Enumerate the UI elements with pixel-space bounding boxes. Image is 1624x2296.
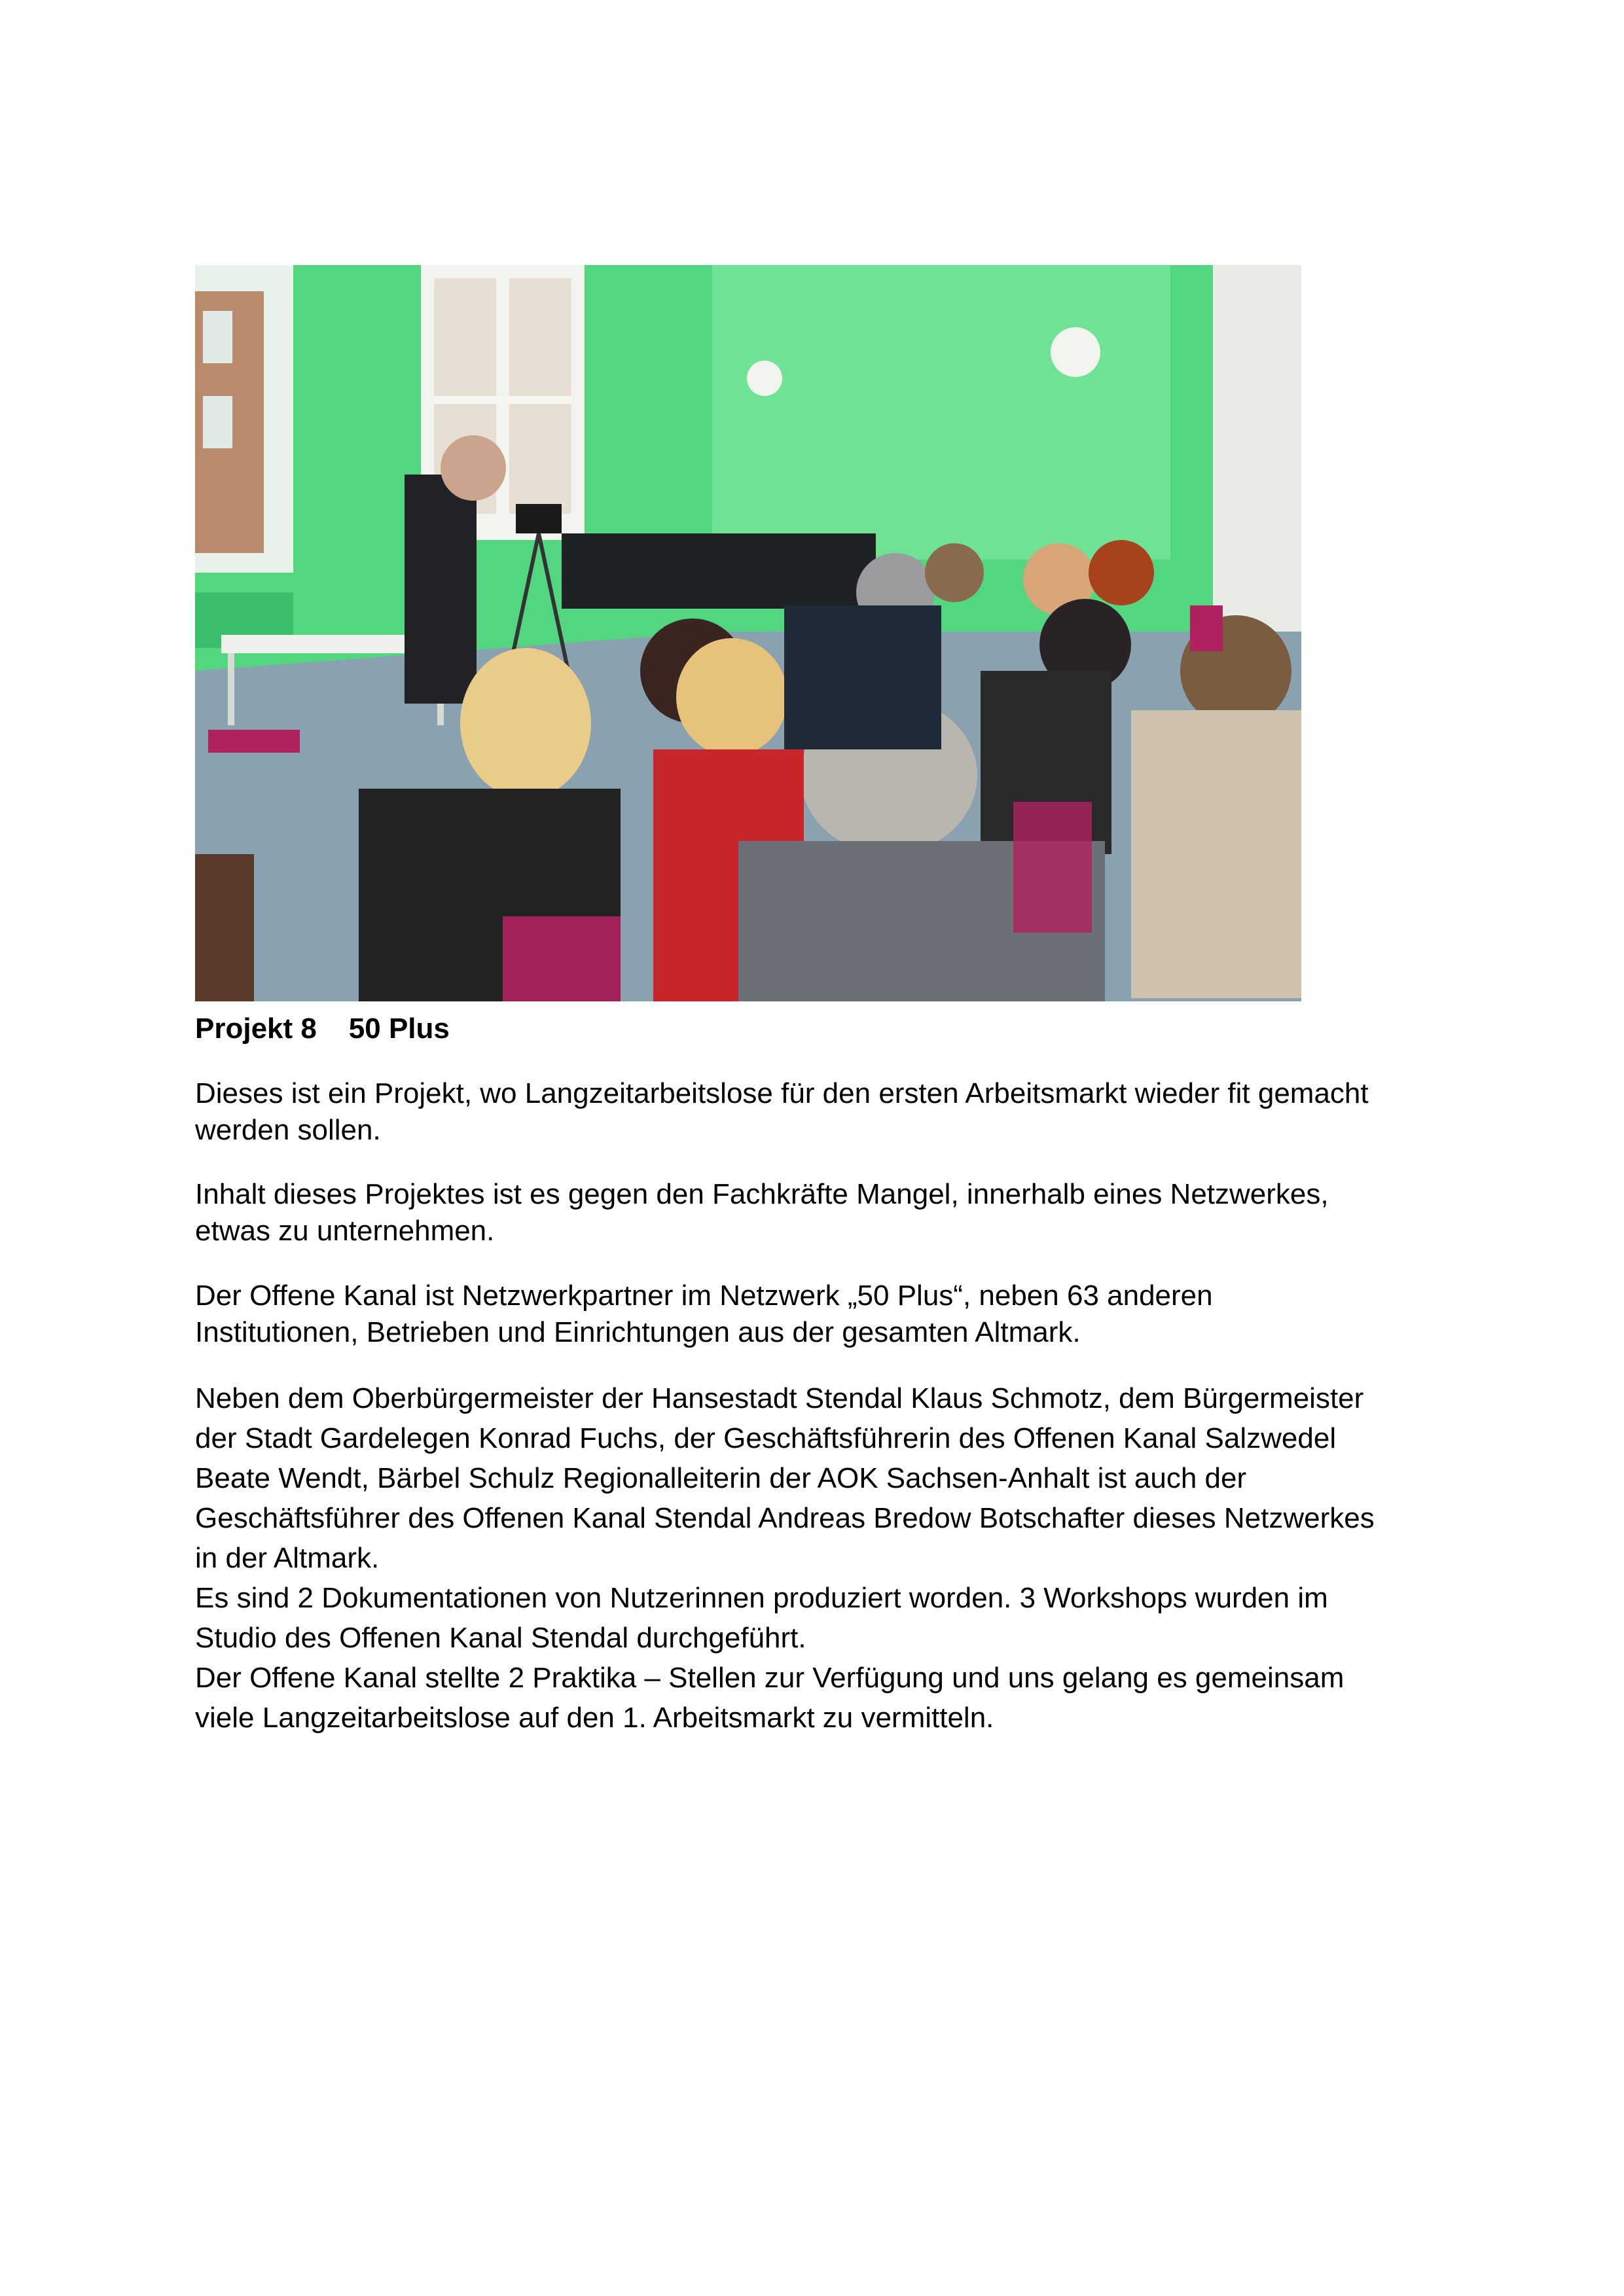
event-photo [195,265,1301,1001]
text-line: Der Offene Kanal stellte 2 Praktika – Stellen zur Verfügung und uns gelang es gemeinsam [195,1662,1344,1694]
paragraph-intro [195,1075,1504,1149]
project-name: 50 Plus [348,1013,450,1045]
paragraph-ambassadors [195,1378,1504,1738]
text-line: Institutionen, Betrieben und Einrichtungen aus der gesamten Altmark. [195,1316,1081,1348]
project-number: Projekt 8 [195,1013,317,1045]
text-line: etwas zu unternehmen. [195,1215,495,1247]
paragraph-network [195,1278,1504,1351]
paragraph-content [195,1176,1504,1249]
text-line: werden sollen. [195,1114,381,1146]
text-line: in der Altmark. [195,1542,380,1574]
text-line: Neben dem Oberbürgermeister der Hansestadt Stendal Klaus Schmotz, dem Bürgermeister [195,1382,1364,1414]
text-line: Geschäftsführer des Offenen Kanal Stendal Andreas Bredow Botschafter dieses Netzwerkes [195,1502,1375,1534]
text-line: Der Offene Kanal ist Netzwerkpartner im Netzwerk „50 Plus“, neben 63 anderen [195,1280,1213,1312]
text-line: Es sind 2 Dokumentationen von Nutzerinnen produziert worden. 3 Workshops wurden im [195,1582,1328,1614]
text-line: der Stadt Gardelegen Konrad Fuchs, der Geschäftsführerin des Offenen Kanal Salzwedel [195,1422,1337,1454]
project-heading [195,1009,450,1049]
text-line: viele Langzeitarbeitslose auf den 1. Arbeitsmarkt zu vermitteln. [195,1702,994,1734]
text-line: Dieses ist ein Projekt, wo Langzeitarbeitslose für den ersten Arbeitsmarkt wieder fit gemacht [195,1077,1369,1109]
text-line: Studio des Offenen Kanal Stendal durchgeführt. [195,1622,806,1654]
text-line: Inhalt dieses Projektes ist es gegen den Fachkräfte Mangel, innerhalb eines Netzwerkes, [195,1178,1329,1210]
text-line: Beate Wendt, Bärbel Schulz Regionalleiterin der AOK Sachsen-Anhalt ist auch der [195,1462,1247,1494]
